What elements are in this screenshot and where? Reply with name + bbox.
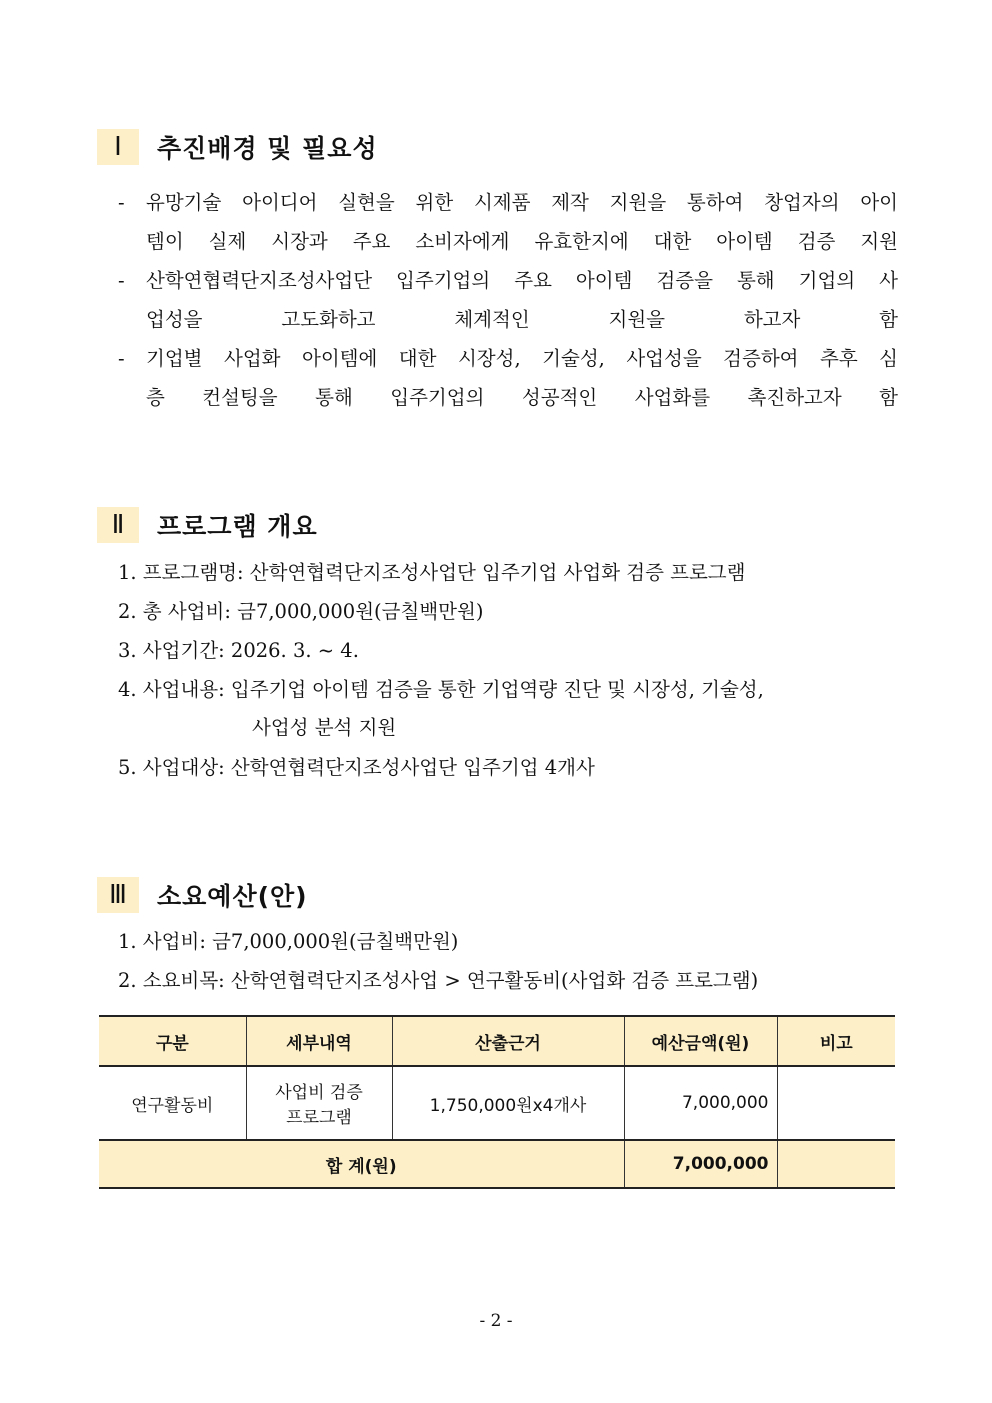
section2-numeral: Ⅱ (97, 507, 139, 543)
cell-basis: 1,750,000원x4개사 (392, 1066, 624, 1140)
budget-table (99, 1015, 895, 1189)
section3-item-2: 2. 소요비목: 산학연협력단지조성사업 > 연구활동비(사업화 검증 프로그램) (118, 969, 759, 992)
section1-heading (97, 129, 378, 165)
table-total-row (99, 1140, 895, 1188)
cell-amount: 7,000,000 (624, 1066, 777, 1140)
bullet-line: 템이 실제 시장과 주요 소비자에게 유효한지에 대한 아이템 검증 지원 (146, 230, 898, 253)
item4-line1: 4. 사업내용: 입주기업 아이템 검증을 통한 기업역량 진단 및 시장성, 기술성, (118, 678, 764, 701)
cell-detail-line2: 프로그램 (286, 1108, 352, 1128)
header-basis: 산출근거 (392, 1016, 624, 1066)
section2-item-5: 5. 사업대상: 산학연협력단지조성사업단 입주기업 4개사 (118, 756, 595, 779)
bullet-line: 기업별 사업화 아이템에 대한 시장성, 기술성, 사업성을 검증하여 추후 심 (146, 347, 898, 370)
section3-heading (97, 877, 308, 913)
bullet-line: 유망기술 아이디어 실현을 위한 시제품 제작 지원을 통하여 창업자의 아이 (146, 191, 898, 214)
bullet-line: 업성을 고도화하고 체계적인 지원을 하고자 함 (146, 308, 898, 331)
section2-title: 프로그램 개요 (157, 512, 318, 541)
header-amount: 예산금액(원) (624, 1016, 777, 1066)
section1-bullet-1 (118, 183, 898, 261)
header-category: 구분 (99, 1016, 246, 1066)
page-number: - 2 - (479, 1311, 513, 1331)
section2-item-1: 1. 프로그램명: 산학연협력단지조성사업단 입주기업 사업화 검증 프로그램 (118, 561, 746, 584)
section2-item-3: 3. 사업기간: 2026. 3. ~ 4. (118, 639, 359, 662)
table-header-row (99, 1016, 895, 1066)
bullet-line: 산학연협력단지조성사업단 입주기업의 주요 아이템 검증을 통해 기업의 사 (146, 269, 898, 292)
section2-item-2: 2. 총 사업비: 금7,000,000원(금칠백만원) (118, 600, 484, 623)
section2-item-4 (118, 671, 764, 747)
cell-category: 연구활동비 (99, 1066, 246, 1140)
header-note: 비고 (777, 1016, 895, 1066)
section1-bullet-3 (118, 339, 898, 417)
total-label: 합 계(원) (99, 1140, 624, 1188)
cell-detail-line1: 사업비 검증 (275, 1083, 363, 1103)
section2-heading (97, 507, 318, 543)
total-amount: 7,000,000 (624, 1140, 777, 1188)
header-detail: 세부내역 (246, 1016, 392, 1066)
bullet-dash: - (118, 191, 125, 214)
bullet-dash: - (118, 347, 125, 370)
cell-detail (246, 1066, 392, 1140)
cell-note (777, 1066, 895, 1140)
section1-title: 추진배경 및 필요성 (157, 134, 378, 163)
bullet-line: 층 컨설팅을 통해 입주기업의 성공적인 사업화를 촉진하고자 함 (146, 386, 898, 409)
section1-numeral: Ⅰ (97, 129, 139, 165)
section1-bullet-2 (118, 261, 898, 339)
item4-continuation: 사업성 분석 지원 (252, 716, 397, 739)
bullet-dash: - (118, 269, 125, 292)
section3-item-1: 1. 사업비: 금7,000,000원(금칠백만원) (118, 930, 459, 953)
total-note (777, 1140, 895, 1188)
section3-numeral: Ⅲ (97, 877, 139, 913)
table-row (99, 1066, 895, 1140)
section3-title: 소요예산(안) (157, 882, 308, 911)
